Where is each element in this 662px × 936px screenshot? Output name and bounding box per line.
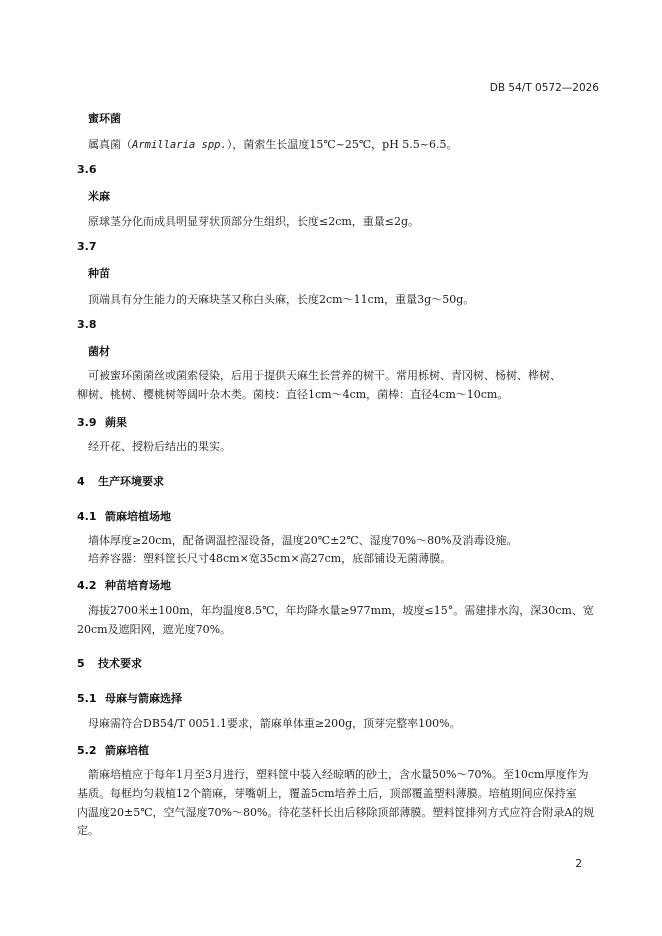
paragraph-5-2-line1: 箭麻培植应于每年1月至3月进行，塑料筐中装入经晾晒的砂土，含水量50%～70%。至10cm厚度作为: [88, 768, 589, 781]
clause-number: 4.2: [77, 579, 97, 592]
definition-text: ），菌索生长温度15℃~25℃，pH 5.5~6.5。: [226, 138, 458, 151]
clause-number-3-8: 3.8: [77, 318, 97, 331]
term-definition-shuoguo: 经开花、授粉后结出的果实。: [88, 440, 231, 453]
paragraph-4-2-line2: 20cm及遮阳网，遮光度70%。: [77, 623, 232, 636]
paragraph-5-1: 母麻需符合DB54/T 0051.1要求，箭麻单体重≥200g，顶芽完整率100%。: [88, 717, 461, 730]
clause-number: 4.1: [77, 510, 97, 523]
clause-number: 5.2: [77, 744, 97, 757]
standard-code: DB 54/T 0572—2026: [489, 82, 599, 94]
term-title-mima: 米麻: [88, 190, 110, 203]
clause-number: 3.9: [77, 416, 97, 429]
section-number: 5: [77, 657, 85, 670]
term-definition-juncai-line2: 柳树、桃树、樱桃树等阔叶杂木类。菌枝：直径1cm～4cm，菌棒：直径4cm～10cm。: [77, 388, 509, 401]
clause-heading-5-1: [77, 690, 182, 706]
term-definition-juncai-line1: 可被蜜环菌菌丝或菌索侵染，后用于提供天麻生长营养的树干。常用栎树、青冈树、杨树、桦树、: [88, 369, 561, 382]
clause-heading-4-2: [77, 577, 171, 593]
clause-heading-5-2: [77, 742, 149, 758]
paragraph-4-1-line1: 墙体厚度≥20cm，配备调温控湿设备，温度20℃±2℃、湿度70%～80%及消毒设施。: [88, 534, 518, 547]
page-number: 2: [575, 858, 582, 870]
term-definition-mihuanjun: [88, 136, 457, 152]
paragraph-4-2-line1: 海拔2700米±100m，年均温度8.5℃，年均降水量≥977mm，坡度≤15°。需建排水沟，深30cm、宽: [88, 604, 594, 617]
paragraph-5-2-line3: 内温度20±5℃，空气湿度70%～80%。待花茎杆长出后移除顶部薄膜。塑料筐排列方式应符合附录A的规: [77, 806, 595, 819]
section-title: 技术要求: [98, 657, 142, 670]
term-definition-zhongmiao: 顶端具有分生能力的天麻块茎又称白头麻，长度2cm～11cm，重量3g～50g。: [88, 293, 475, 306]
section-title: 生产环境要求: [98, 475, 164, 488]
paragraph-4-1-line2: 培养容器：塑料筐长尺寸48cm×宽35cm×高27cm，底部铺设无菌薄膜。: [88, 552, 452, 565]
latin-name: Armillaria spp.: [132, 139, 227, 151]
term-title-mihuanjun: 蜜环菌: [88, 112, 121, 125]
paragraph-5-2-line2: 基质。每框均匀栽植12个箭麻，芽嘴朝上，覆盖5cm培养土后，顶部覆盖塑料薄膜。培植期间应保持室: [77, 787, 577, 800]
clause-number: 5.1: [77, 692, 97, 705]
section-heading-4: [77, 473, 164, 489]
section-heading-5: [77, 655, 142, 671]
section-number: 4: [77, 475, 85, 488]
clause-title: 蒴果: [105, 416, 127, 429]
term-title-juncai: 菌材: [88, 345, 110, 358]
clause-title: 种苗培育场地: [105, 579, 171, 592]
definition-text: 属真菌（: [88, 138, 132, 151]
term-definition-mima: 原球茎分化而成具明显芽状顶部分生组织，长度≤2cm，重量≤2g。: [88, 215, 420, 228]
clause-number-3-6: 3.6: [77, 163, 97, 176]
clause-heading-3-9: [77, 414, 127, 430]
paragraph-5-2-line4: 定。: [77, 824, 99, 837]
clause-heading-4-1: [77, 508, 171, 524]
clause-number-3-7: 3.7: [77, 240, 97, 253]
clause-title: 母麻与箭麻选择: [105, 692, 182, 705]
clause-title: 箭麻培植: [105, 744, 149, 757]
term-title-zhongmiao: 种苗: [88, 267, 110, 280]
clause-title: 箭麻培植场地: [105, 510, 171, 523]
